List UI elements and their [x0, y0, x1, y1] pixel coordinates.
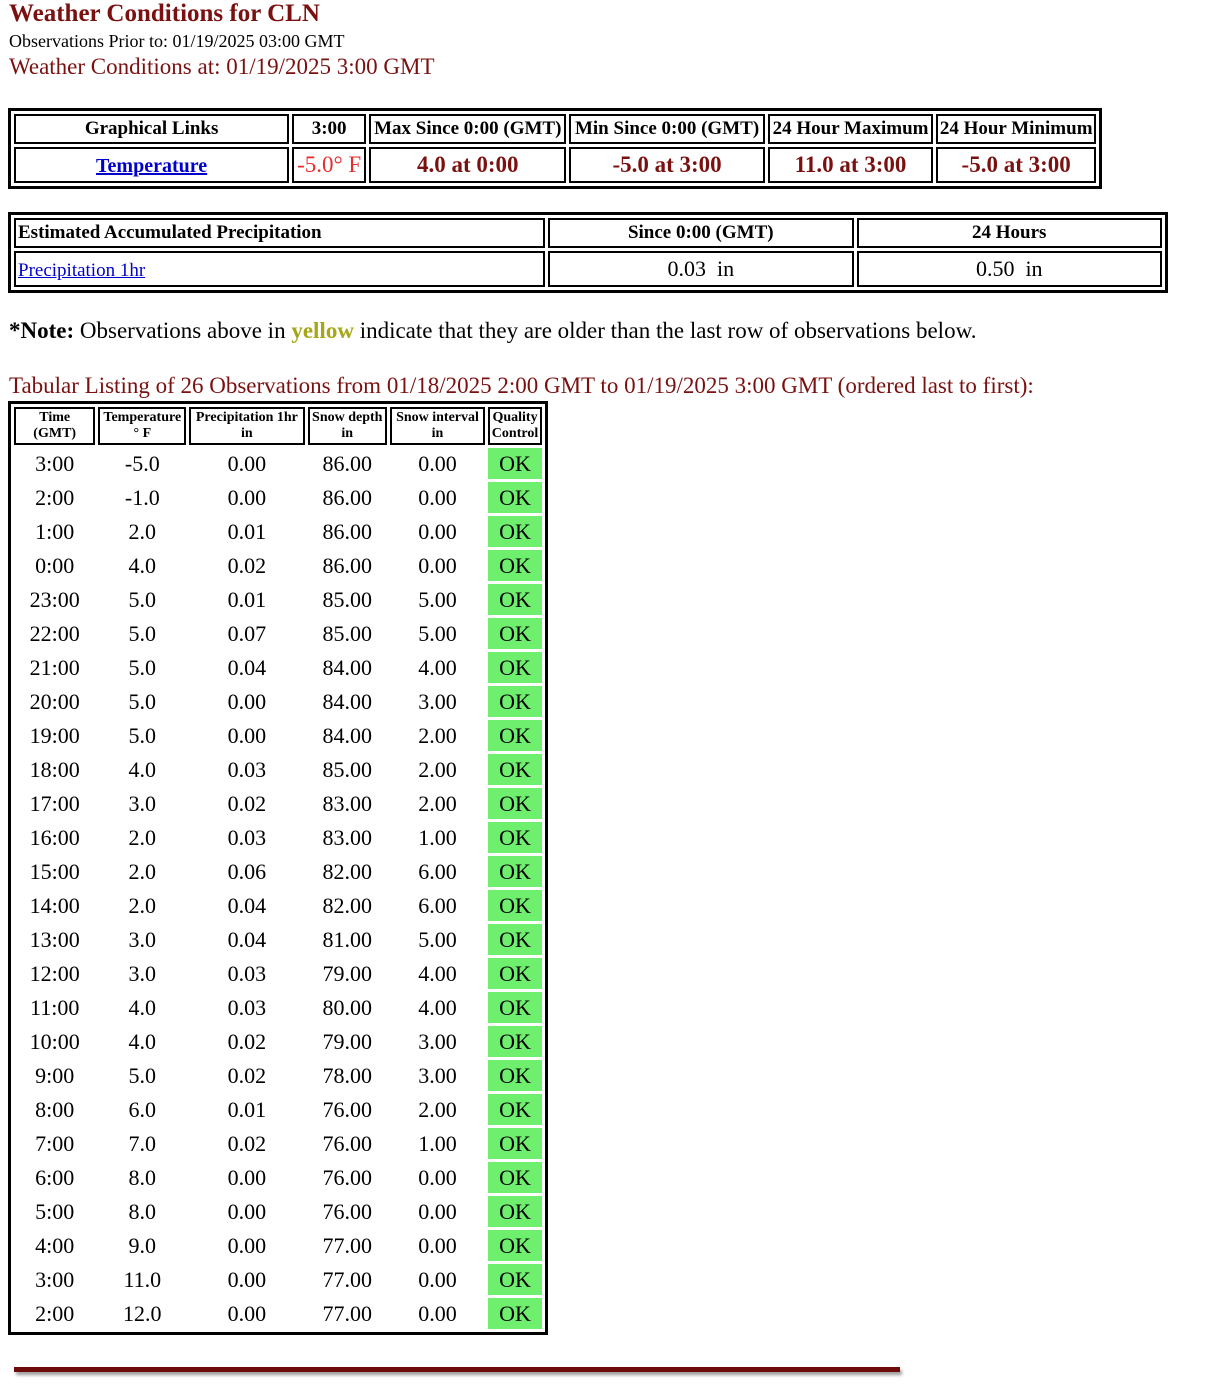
- cell-temperature: 5.0: [128, 654, 157, 680]
- precipitation-1hr-link[interactable]: Precipitation 1hr: [18, 260, 146, 281]
- cell-time: 18:00: [29, 756, 80, 782]
- precip-since-value: 0.03 in: [548, 251, 853, 287]
- cell-time: 1:00: [35, 518, 75, 544]
- cell-snow-depth: 86.00: [322, 552, 372, 578]
- cell-precipitation: 0.02: [227, 552, 267, 578]
- cell-time: 2:00: [35, 484, 75, 510]
- cell-precipitation: 0.04: [227, 926, 267, 952]
- col-header-time: Time (GMT): [14, 407, 95, 445]
- cell-precipitation: 0.01: [227, 586, 267, 612]
- table-row: [14, 1298, 542, 1329]
- cell-quality-control: OK: [488, 1094, 542, 1125]
- table-row: [14, 482, 542, 513]
- cell-temperature: 3.0: [128, 790, 157, 816]
- cell-snow-interval: 6.00: [418, 892, 457, 918]
- observations-header-row: [14, 407, 542, 445]
- tabular-listing-heading: Tabular Listing of 26 Observations from 01/18/2025 2:00 GMT to 01/19/2025 3:00 GMT (ordered last to first):: [9, 373, 1034, 398]
- cell-snow-depth: 82.00: [322, 892, 372, 918]
- cell-time: 8:00: [35, 1096, 75, 1122]
- table-row: [14, 720, 542, 751]
- conditions-at-heading: Weather Conditions at: 01/19/2025 3:00 GMT: [9, 54, 435, 79]
- header-estimated-precipitation: Estimated Accumulated Precipitation: [14, 218, 545, 248]
- cell-snow-depth: 77.00: [322, 1266, 372, 1292]
- cell-time: 17:00: [29, 790, 80, 816]
- note-label: *Note:: [9, 318, 75, 343]
- cell-quality-control: OK: [488, 618, 542, 649]
- cell-precipitation: 0.03: [227, 960, 267, 986]
- cell-time: 3:00: [35, 1266, 75, 1292]
- cell-quality-control: OK: [488, 822, 542, 853]
- precipitation-link-cell: [14, 251, 545, 287]
- cell-temperature: 3.0: [128, 926, 157, 952]
- page-title: Weather Conditions for CLN: [9, 0, 320, 27]
- footer-divider: [14, 1367, 900, 1372]
- cell-time: 15:00: [29, 858, 80, 884]
- max-24h-value: 11.0 at 3:00: [768, 147, 934, 183]
- cell-snow-interval: 3.00: [418, 688, 457, 714]
- table-row: [14, 1196, 542, 1227]
- cell-snow-depth: 77.00: [322, 1300, 372, 1326]
- header-24h-max: 24 Hour Maximum: [768, 114, 934, 144]
- cell-temperature: 4.0: [128, 1028, 157, 1054]
- cell-precipitation: 0.00: [227, 688, 267, 714]
- table-row: [14, 550, 542, 581]
- cell-quality-control: OK: [488, 992, 542, 1023]
- cell-temperature: 2.0: [128, 824, 157, 850]
- current-summary-table: [8, 108, 1102, 189]
- cell-temperature: -1.0: [124, 484, 160, 510]
- cell-snow-depth: 85.00: [322, 620, 372, 646]
- cell-snow-interval: 0.00: [418, 1300, 457, 1326]
- cell-precipitation: 0.00: [227, 484, 267, 510]
- cell-quality-control: OK: [488, 958, 542, 989]
- cell-precipitation: 0.03: [227, 824, 267, 850]
- cell-snow-interval: 0.00: [418, 1232, 457, 1258]
- header-since-midnight: Since 0:00 (GMT): [548, 218, 853, 248]
- cell-snow-interval: 1.00: [418, 824, 457, 850]
- cell-snow-interval: 5.00: [418, 926, 457, 952]
- cell-precipitation: 0.02: [227, 1130, 267, 1156]
- precip-value-row: [14, 251, 1162, 287]
- cell-snow-interval: 4.00: [418, 654, 457, 680]
- cell-snow-interval: 4.00: [418, 960, 457, 986]
- max-since-value: 4.0 at 0:00: [369, 147, 566, 183]
- cell-quality-control: OK: [488, 652, 542, 683]
- table-row: [14, 1026, 542, 1057]
- min-24h-value: -5.0 at 3:00: [936, 147, 1096, 183]
- note-text: [9, 316, 976, 346]
- cell-quality-control: OK: [488, 686, 542, 717]
- cell-quality-control: OK: [488, 856, 542, 887]
- cell-time: 20:00: [29, 688, 80, 714]
- cell-precipitation: 0.06: [227, 858, 267, 884]
- cell-time: 0:00: [35, 552, 75, 578]
- header-24h-min: 24 Hour Minimum: [936, 114, 1096, 144]
- cell-time: 23:00: [29, 586, 80, 612]
- cell-snow-depth: 85.00: [322, 756, 372, 782]
- cell-precipitation: 0.02: [227, 1062, 267, 1088]
- cell-snow-depth: 86.00: [322, 518, 372, 544]
- cell-temperature: 5.0: [128, 586, 157, 612]
- cell-snow-depth: 84.00: [322, 654, 372, 680]
- cell-snow-depth: 84.00: [322, 722, 372, 748]
- col-header-temperature: Temperature ° F: [98, 407, 186, 445]
- cell-precipitation: 0.00: [227, 722, 267, 748]
- table-row: [14, 1230, 542, 1261]
- cell-snow-interval: 0.00: [418, 484, 457, 510]
- cell-quality-control: OK: [488, 1162, 542, 1193]
- cell-time: 14:00: [29, 892, 80, 918]
- cell-snow-depth: 85.00: [322, 586, 372, 612]
- temperature-link[interactable]: Temperature: [96, 155, 208, 177]
- cell-quality-control: OK: [488, 584, 542, 615]
- cell-quality-control: OK: [488, 1264, 542, 1295]
- cell-precipitation: 0.03: [227, 994, 267, 1020]
- table-row: [14, 686, 542, 717]
- cell-temperature: 12.0: [123, 1300, 162, 1326]
- cell-precipitation: 0.07: [227, 620, 267, 646]
- cell-time: 2:00: [35, 1300, 75, 1326]
- cell-snow-depth: 76.00: [322, 1096, 372, 1122]
- header-graphical-links: Graphical Links: [14, 114, 289, 144]
- cell-snow-depth: 78.00: [322, 1062, 372, 1088]
- cell-temperature: 2.0: [128, 518, 157, 544]
- table-row: [14, 924, 542, 955]
- cell-time: 10:00: [29, 1028, 80, 1054]
- table-row: [14, 754, 542, 785]
- cell-quality-control: OK: [488, 1128, 542, 1159]
- observations-body: [14, 448, 542, 1329]
- table-row: [14, 584, 542, 615]
- table-row: [14, 448, 542, 479]
- cell-snow-depth: 77.00: [322, 1232, 372, 1258]
- cell-snow-interval: 0.00: [418, 518, 457, 544]
- observations-table: [8, 401, 548, 1335]
- summary-header-row: [14, 114, 1096, 144]
- table-row: [14, 822, 542, 853]
- precip-24h-value: 0.50 in: [857, 251, 1162, 287]
- cell-snow-depth: 86.00: [322, 450, 372, 476]
- col-header-precipitation: Precipitation 1hr in: [189, 407, 304, 445]
- cell-time: 19:00: [29, 722, 80, 748]
- cell-quality-control: OK: [488, 788, 542, 819]
- cell-temperature: -5.0: [124, 450, 160, 476]
- table-row: [14, 652, 542, 683]
- cell-precipitation: 0.01: [227, 518, 267, 544]
- cell-snow-depth: 82.00: [322, 858, 372, 884]
- cell-time: 16:00: [29, 824, 80, 850]
- cell-precipitation: 0.01: [227, 1096, 267, 1122]
- precipitation-table: [8, 212, 1168, 293]
- cell-precipitation: 0.00: [227, 450, 267, 476]
- cell-snow-interval: 4.00: [418, 994, 457, 1020]
- summary-value-row: [14, 147, 1096, 183]
- cell-snow-depth: 79.00: [322, 960, 372, 986]
- cell-snow-depth: 80.00: [322, 994, 372, 1020]
- cell-snow-interval: 2.00: [418, 790, 457, 816]
- cell-time: 4:00: [35, 1232, 75, 1258]
- cell-temperature: 9.0: [128, 1232, 157, 1258]
- cell-time: 13:00: [29, 926, 80, 952]
- cell-temperature: 8.0: [128, 1198, 157, 1224]
- cell-time: 5:00: [35, 1198, 75, 1224]
- cell-time: 3:00: [35, 450, 75, 476]
- cell-quality-control: OK: [488, 1196, 542, 1227]
- min-since-value: -5.0 at 3:00: [569, 147, 764, 183]
- cell-quality-control: OK: [488, 1230, 542, 1261]
- cell-time: 22:00: [29, 620, 80, 646]
- cell-snow-interval: 0.00: [418, 552, 457, 578]
- header-current-time: 3:00: [292, 114, 366, 144]
- note-text-post: indicate that they are older than the last row of observations below.: [353, 318, 977, 343]
- cell-quality-control: OK: [488, 1298, 542, 1329]
- cell-snow-interval: 1.00: [418, 1130, 457, 1156]
- cell-time: 11:00: [30, 994, 80, 1020]
- current-temperature: -5.0° F: [292, 147, 366, 183]
- col-header-snow-interval: Snow interval in: [390, 407, 485, 445]
- cell-quality-control: OK: [488, 448, 542, 479]
- cell-precipitation: 0.02: [227, 790, 267, 816]
- cell-snow-interval: 0.00: [418, 1198, 457, 1224]
- cell-snow-interval: 5.00: [418, 620, 457, 646]
- cell-temperature: 6.0: [128, 1096, 157, 1122]
- cell-time: 12:00: [29, 960, 80, 986]
- table-row: [14, 1264, 542, 1295]
- table-row: [14, 1162, 542, 1193]
- cell-temperature: 5.0: [128, 688, 157, 714]
- cell-temperature: 2.0: [128, 892, 157, 918]
- cell-precipitation: 0.00: [227, 1232, 267, 1258]
- table-row: [14, 1094, 542, 1125]
- cell-precipitation: 0.00: [227, 1266, 267, 1292]
- cell-temperature: 4.0: [128, 756, 157, 782]
- cell-quality-control: OK: [488, 550, 542, 581]
- temperature-link-cell: [14, 147, 289, 183]
- cell-temperature: 2.0: [128, 858, 157, 884]
- table-row: [14, 788, 542, 819]
- cell-snow-depth: 84.00: [322, 688, 372, 714]
- cell-precipitation: 0.00: [227, 1198, 267, 1224]
- table-row: [14, 890, 542, 921]
- cell-snow-interval: 6.00: [418, 858, 457, 884]
- cell-snow-interval: 2.00: [418, 756, 457, 782]
- cell-precipitation: 0.03: [227, 756, 267, 782]
- table-row: [14, 992, 542, 1023]
- cell-snow-depth: 79.00: [322, 1028, 372, 1054]
- cell-snow-depth: 86.00: [322, 484, 372, 510]
- cell-snow-depth: 76.00: [322, 1164, 372, 1190]
- cell-snow-depth: 76.00: [322, 1130, 372, 1156]
- cell-quality-control: OK: [488, 720, 542, 751]
- cell-time: 21:00: [29, 654, 80, 680]
- cell-snow-interval: 0.00: [418, 1266, 457, 1292]
- cell-temperature: 8.0: [128, 1164, 157, 1190]
- header-max-since: Max Since 0:00 (GMT): [369, 114, 566, 144]
- cell-snow-interval: 3.00: [418, 1062, 457, 1088]
- col-header-quality-control: Quality Control: [488, 407, 542, 445]
- table-row: [14, 1128, 542, 1159]
- cell-temperature: 5.0: [128, 722, 157, 748]
- cell-temperature: 11.0: [123, 1266, 162, 1292]
- cell-temperature: 4.0: [128, 994, 157, 1020]
- cell-precipitation: 0.04: [227, 654, 267, 680]
- cell-snow-interval: 3.00: [418, 1028, 457, 1054]
- cell-quality-control: OK: [488, 516, 542, 547]
- cell-snow-depth: 81.00: [322, 926, 372, 952]
- cell-snow-depth: 76.00: [322, 1198, 372, 1224]
- cell-quality-control: OK: [488, 924, 542, 955]
- table-row: [14, 958, 542, 989]
- cell-precipitation: 0.00: [227, 1300, 267, 1326]
- cell-temperature: 4.0: [128, 552, 157, 578]
- cell-precipitation: 0.04: [227, 892, 267, 918]
- cell-time: 9:00: [35, 1062, 75, 1088]
- cell-quality-control: OK: [488, 890, 542, 921]
- cell-quality-control: OK: [488, 1060, 542, 1091]
- cell-temperature: 7.0: [128, 1130, 157, 1156]
- col-header-snow-depth: Snow depth in: [308, 407, 387, 445]
- cell-temperature: 5.0: [128, 620, 157, 646]
- cell-precipitation: 0.00: [227, 1164, 267, 1190]
- cell-snow-interval: 2.00: [418, 722, 457, 748]
- header-24-hours: 24 Hours: [857, 218, 1162, 248]
- cell-quality-control: OK: [488, 1026, 542, 1057]
- cell-time: 6:00: [35, 1164, 75, 1190]
- cell-snow-interval: 5.00: [418, 586, 457, 612]
- cell-quality-control: OK: [488, 482, 542, 513]
- cell-temperature: 3.0: [128, 960, 157, 986]
- note-text-pre: Observations above in: [74, 318, 292, 343]
- precip-header-row: [14, 218, 1162, 248]
- cell-quality-control: OK: [488, 754, 542, 785]
- cell-time: 7:00: [35, 1130, 75, 1156]
- cell-snow-depth: 83.00: [322, 790, 372, 816]
- cell-snow-interval: 2.00: [418, 1096, 457, 1122]
- cell-snow-interval: 0.00: [418, 450, 457, 476]
- table-row: [14, 516, 542, 547]
- observations-prior-text: Observations Prior to: 01/19/2025 03:00 GMT: [9, 31, 345, 51]
- table-row: [14, 856, 542, 887]
- table-row: [14, 1060, 542, 1091]
- table-row: [14, 618, 542, 649]
- cell-temperature: 5.0: [128, 1062, 157, 1088]
- note-yellow-word: yellow: [291, 318, 354, 343]
- cell-precipitation: 0.02: [227, 1028, 267, 1054]
- cell-snow-depth: 83.00: [322, 824, 372, 850]
- cell-snow-interval: 0.00: [418, 1164, 457, 1190]
- header-min-since: Min Since 0:00 (GMT): [569, 114, 764, 144]
